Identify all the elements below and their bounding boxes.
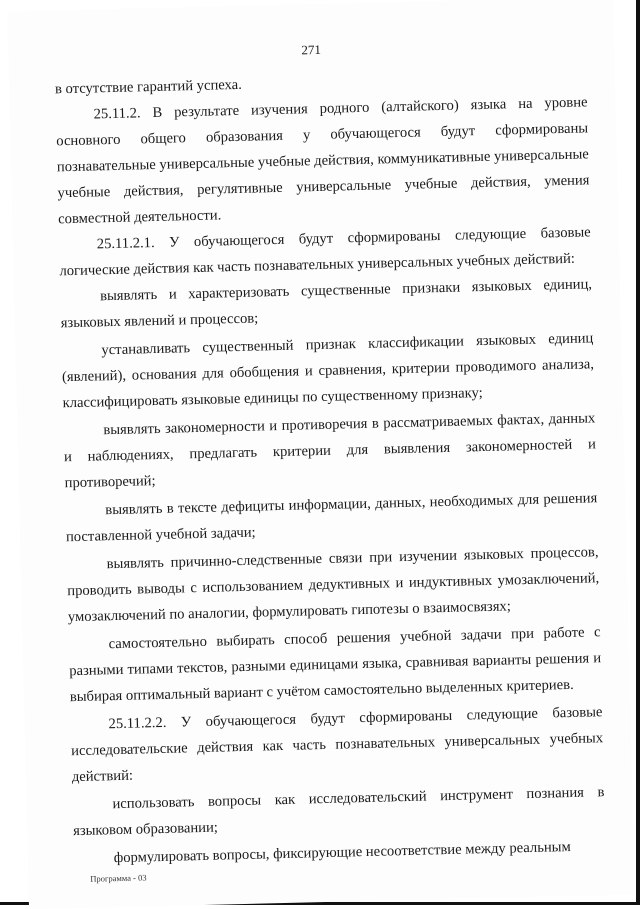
list-item: формулировать вопросы, фиксирующие несоответствие между реальным: [113, 839, 571, 867]
list-item: устанавливать существенный признак классификации языковых единиц (явлений), основания для обобщения и сравнения, критерии проводимого анализа, классифицировать языковые единицы по существенному признаку;: [61, 330, 595, 412]
paragraph-continuation: в отсутствие гарантий успеха.: [54, 76, 242, 98]
list-item: использовать вопросы как исследовательский инструмент познания в языковом образовании;: [72, 784, 605, 840]
list-item: самостоятельно выбирать способ решения учебной задачи при работе с разными типами текстов, разными единицами языка, сравнивая варианты решения и выбирая оптимальный вариант с учётом самостоятельно выделенных критериев.: [69, 624, 602, 706]
list-item: выявлять закономерности и противоречия в рассматриваемых фактах, данных и наблюдениях, предлагать критерии для выявления закономерностей и противоречий;: [63, 410, 597, 492]
list-item: выявлять причинно-следственные связи при изучении языковых процессов, проводить выводы с использованием дедуктивных и индуктивных умозаключений, умозаключений по аналогии, формулировать гипотезы о взаимосвязях;: [67, 544, 600, 626]
paragraph-25-11-2: 25.11.2. В результате изучения родного (алтайского) языка на уровне основного общего образования у обучающегося будут сформированы познавательные универсальные учебные действия, коммуникативные универсальные учебные действия, регулятивные универсальные учебные действия, умения совместной деятельности.: [56, 94, 590, 228]
scan-edge-right: [636, 0, 640, 905]
document-body: [55, 63, 606, 872]
paragraph-25-11-2-1: 25.11.2.1. У обучающегося будут сформированы следующие базовые логические действия как часть познавательных универсальных учебных действий:: [59, 224, 591, 280]
document-page: [7, 0, 635, 909]
list-item: выявлять и характеризовать существенные признаки языковых единиц, языковых явлений и процессов;: [60, 276, 593, 332]
paragraph-25-11-2-2: 25.11.2.2. У обучающегося будут сформированы следующие базовые исследовательские действия как часть познавательных универсальных учебных действий:: [71, 704, 604, 786]
page-number: 271: [301, 41, 322, 58]
footer-program-label: Программа - 03: [90, 872, 147, 884]
list-item: выявлять в тексте дефициты информации, данных, необходимых для решения поставленной учебной задачи;: [65, 490, 598, 546]
